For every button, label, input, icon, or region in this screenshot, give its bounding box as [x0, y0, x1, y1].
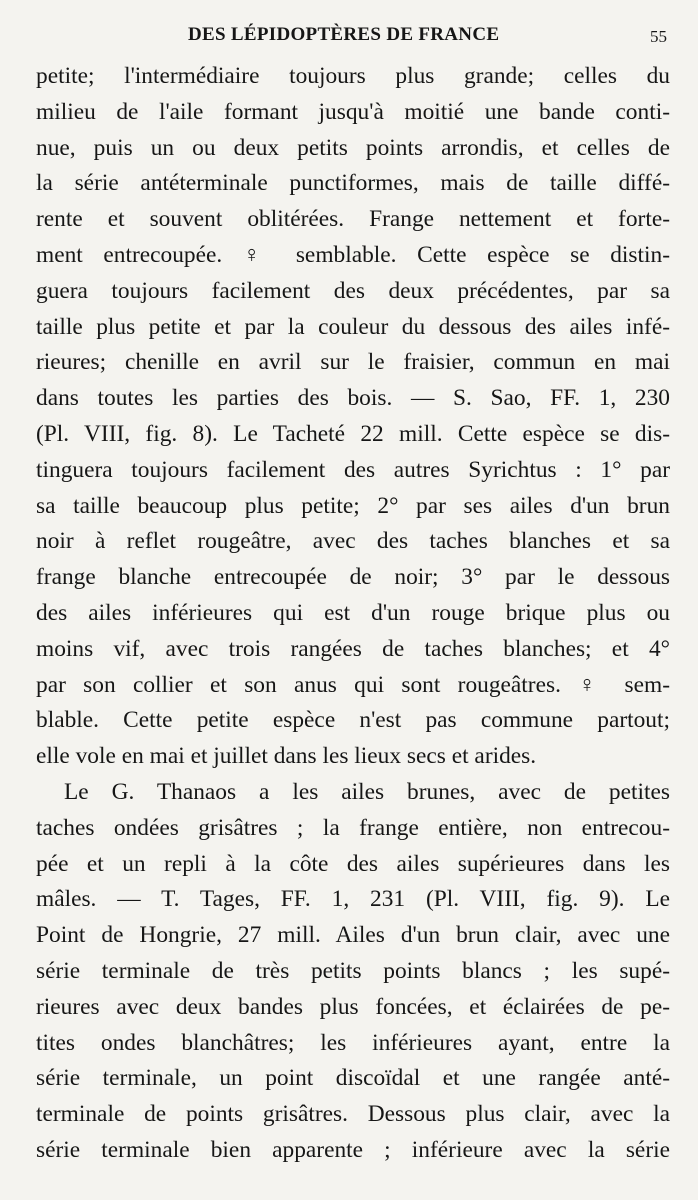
- paragraph-start-line: Le G. Thanaos a les ailes brunes, avec de petites: [64, 778, 670, 805]
- running-head: [0, 24, 698, 48]
- text-line: tinguera toujours facilement des autres Syrichtus : 1° par: [36, 456, 670, 483]
- text-line: dans toutes les parties des bois. — S. Sao, FF. 1, 230: [36, 385, 670, 412]
- text-line: série terminale bien apparente ; inférieure avec la série: [36, 1136, 670, 1163]
- text-line: rente et souvent oblitérées. Frange nettement et forte-: [36, 206, 670, 233]
- body-text: [36, 59, 670, 1169]
- text-line: rieures avec deux bandes plus foncées, et éclairées de pe-: [36, 993, 670, 1020]
- text-line: frange blanche entrecoupée de noir; 3° par le dessous: [36, 564, 670, 591]
- text-line: elle vole en mai et juillet dans les lieux secs et arides.: [36, 743, 537, 770]
- text-line: la série antéterminale punctiformes, mais de taille diffé-: [36, 170, 670, 197]
- text-line: série terminale, un point discoïdal et une rangée anté-: [36, 1065, 670, 1092]
- running-head-title: DES LÉPIDOPTÈRES DE FRANCE: [188, 24, 500, 45]
- text-line: nue, puis un ou deux petits points arrondis, et celles de: [36, 134, 670, 161]
- text-line: pée et un repli à la côte des ailes supérieures dans les: [36, 850, 670, 877]
- text-line: mâles. — T. Tages, FF. 1, 231 (Pl. VIII, fig. 9). Le: [36, 886, 670, 913]
- text-line: tites ondes blanchâtres; les inférieures ayant, entre la: [36, 1029, 670, 1056]
- text-line: taches ondées grisâtres ; la frange entière, non entrecou-: [36, 814, 670, 841]
- text-line: rieures; chenille en avril sur le fraisier, commun en mai: [36, 349, 670, 376]
- text-line: petite; l'intermédiaire toujours plus grande; celles du: [36, 63, 670, 89]
- text-line: blable. Cette petite espèce n'est pas commune partout;: [36, 707, 670, 734]
- text-line: milieu de l'aile formant jusqu'à moitié une bande conti-: [36, 98, 670, 125]
- text-line: sa taille beaucoup plus petite; 2° par ses ailes d'un brun: [36, 492, 670, 519]
- text-line: moins vif, avec trois rangées de taches blanches; et 4°: [36, 635, 670, 662]
- text-line: terminale de points grisâtres. Dessous plus clair, avec la: [36, 1101, 670, 1128]
- text-line: des ailes inférieures qui est d'un rouge brique plus ou: [36, 599, 670, 626]
- text-line: noir à reflet rougeâtre, avec des taches blanches et sa: [36, 528, 670, 555]
- text-line: taille plus petite et par la couleur du dessous des ailes infé-: [36, 313, 670, 340]
- text-line: guera toujours facilement des deux précédentes, par sa: [36, 277, 670, 304]
- text-line: série terminale de très petits points blancs ; les supé-: [36, 957, 670, 984]
- page-number: 55: [650, 27, 667, 46]
- text-line: ment entrecoupée. ♀ semblable. Cette espèce se distin-: [36, 241, 670, 268]
- text-line: (Pl. VIII, fig. 8). Le Tacheté 22 mill. Cette espèce se dis-: [36, 420, 670, 447]
- text-line: Point de Hongrie, 27 mill. Ailes d'un brun clair, avec une: [36, 922, 670, 949]
- text-line: par son collier et son anus qui sont rougeâtres. ♀ sem-: [36, 671, 670, 698]
